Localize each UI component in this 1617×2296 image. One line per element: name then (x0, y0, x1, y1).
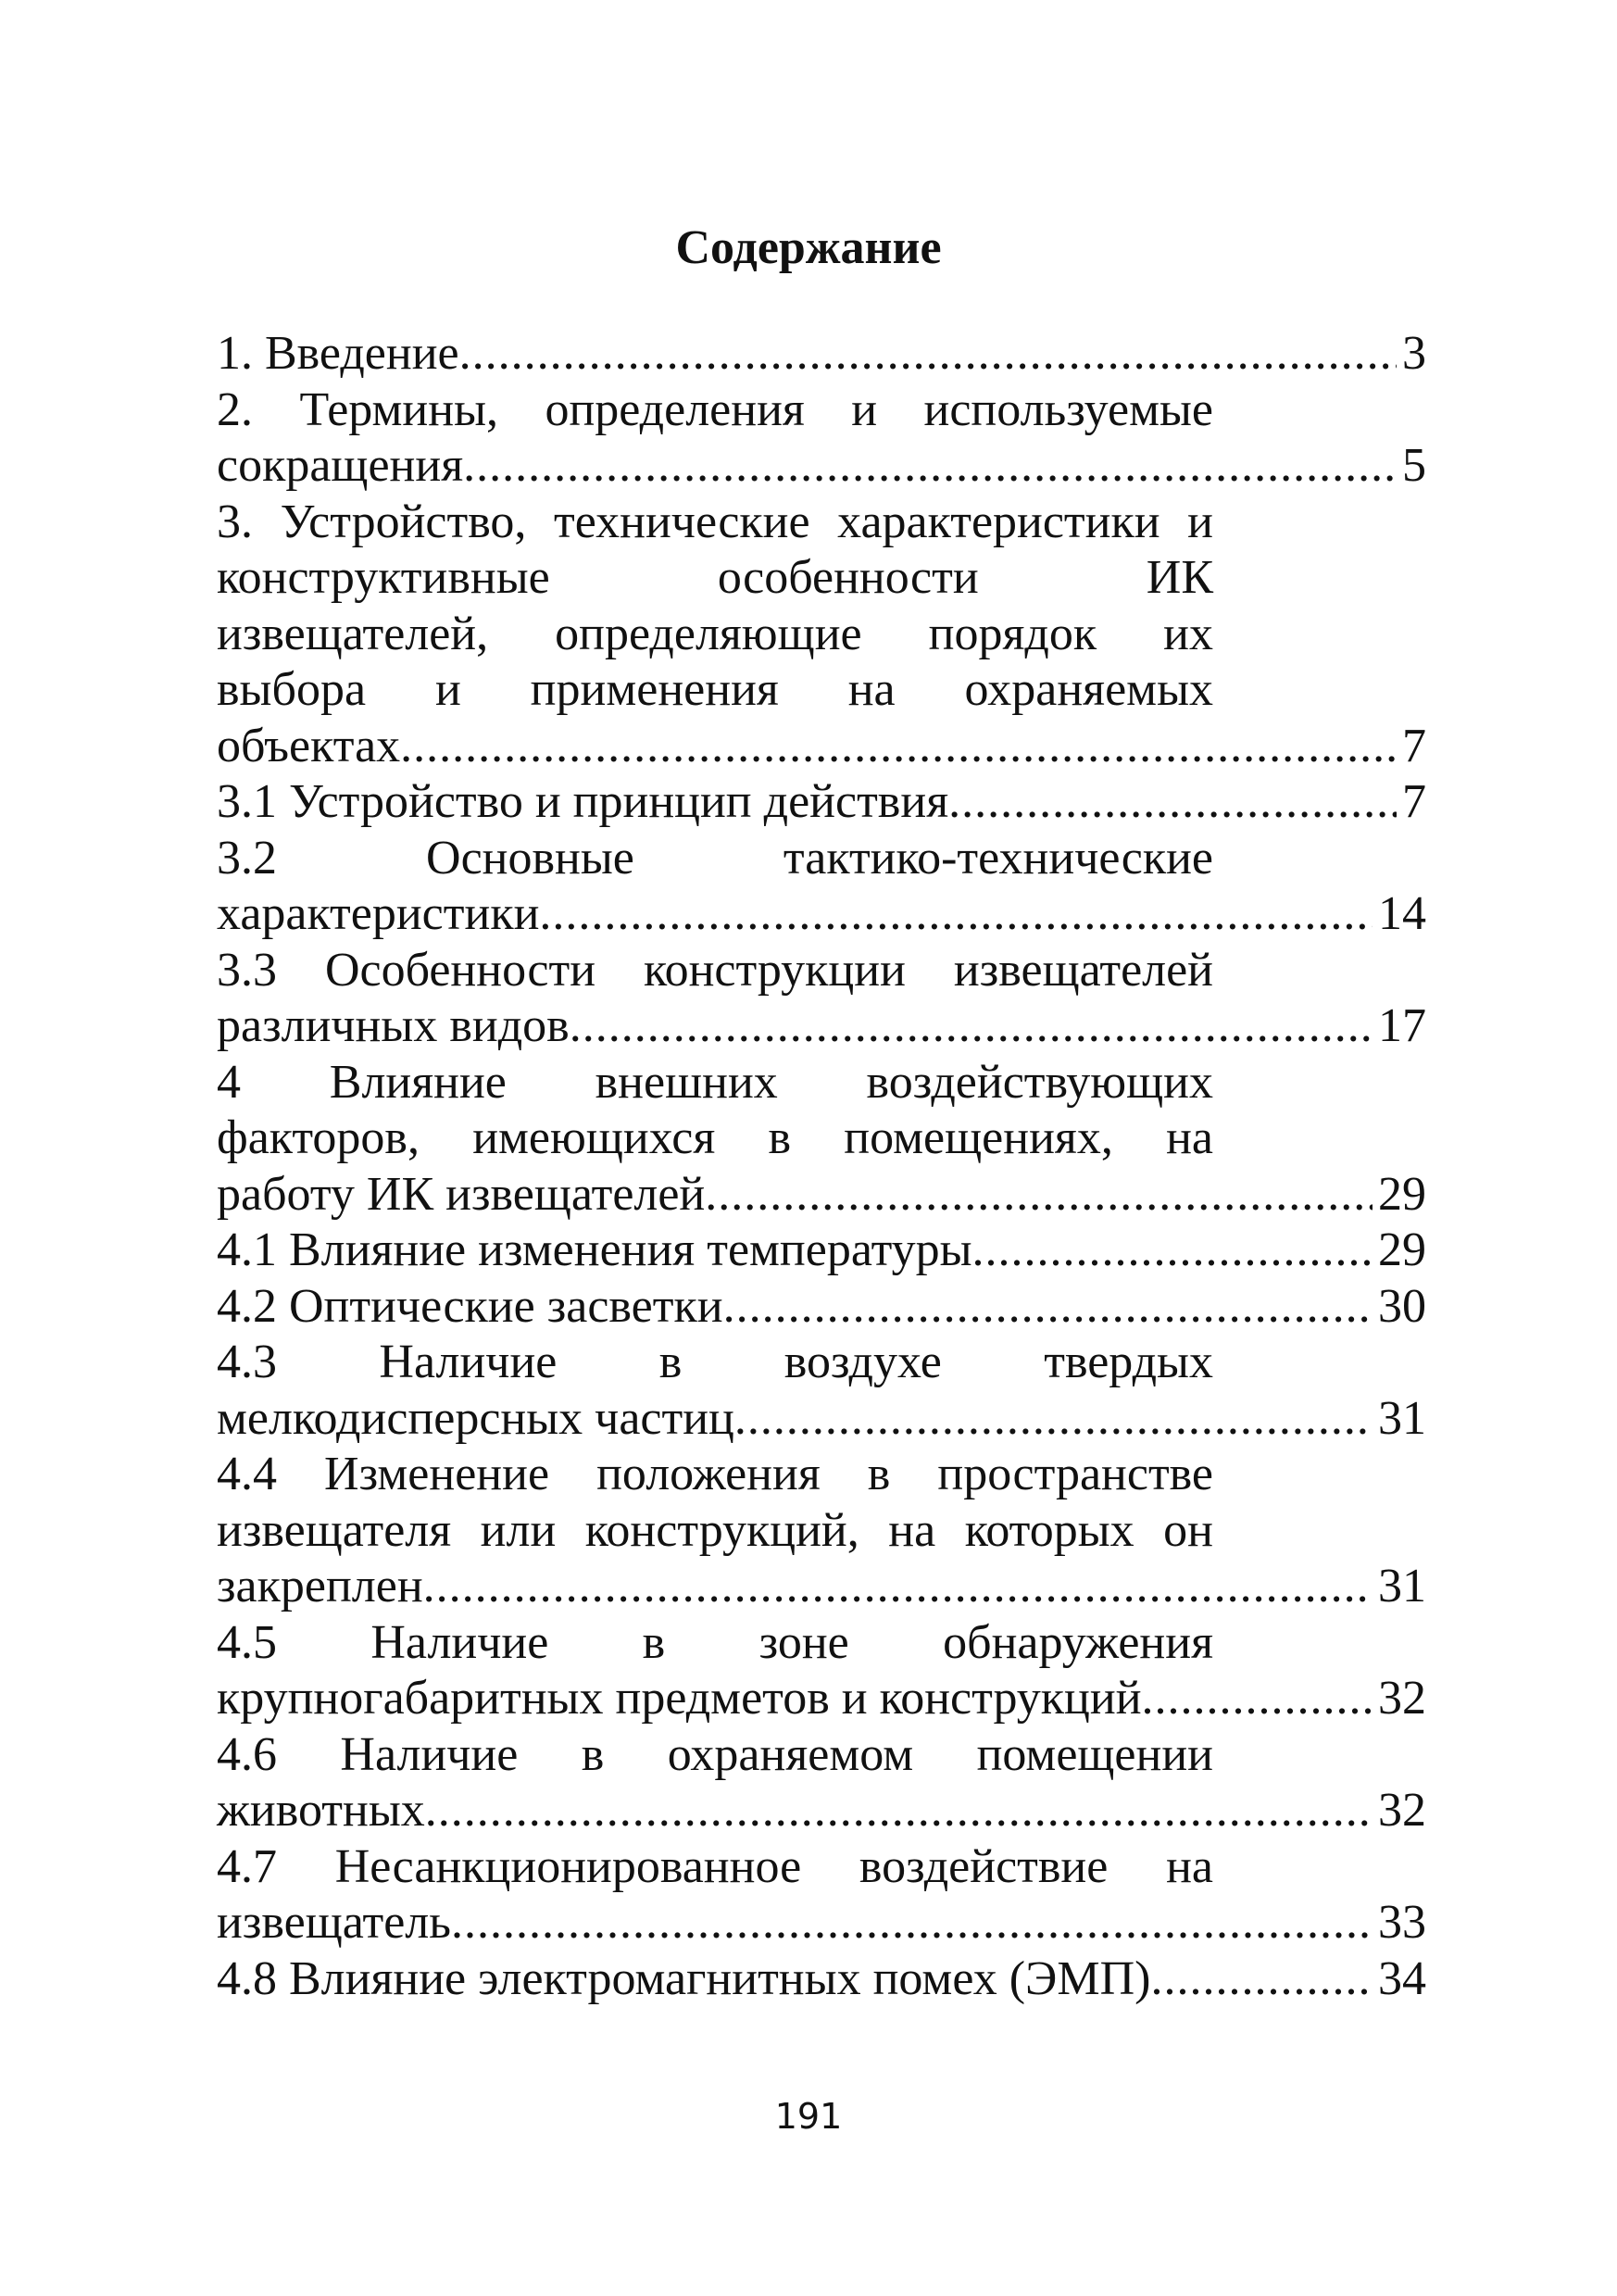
dot-leader (425, 1783, 1373, 1839)
dot-leader (463, 438, 1397, 495)
toc-entry-line: 4.5 Наличие в зоне обнаружения (217, 1615, 1213, 1669)
dot-leader (459, 326, 1397, 383)
toc-entry-line: извещателя или конструкций, на которых он (217, 1503, 1213, 1557)
toc-entry-title: животных (217, 1784, 425, 1837)
toc-entry-title: 4.8 Влияние электромагнитных помех (ЭМП) (217, 1951, 1151, 2005)
dot-leader (972, 1223, 1373, 1279)
toc-entry-page: 31 (1378, 1560, 1426, 1612)
dot-leader (723, 1279, 1373, 1336)
toc-entry-page: 33 (1378, 1896, 1426, 1949)
toc-entry-title: извещатель (217, 1896, 451, 1949)
toc-entry (217, 1615, 1426, 1727)
toc-entry-title: 1. Введение (217, 327, 459, 380)
toc-entry-page: 7 (1402, 775, 1426, 828)
toc-entry-page: 29 (1378, 1223, 1426, 1276)
toc-entry-title: характеристики (217, 887, 540, 940)
toc-entry-page: 30 (1378, 1279, 1426, 1333)
toc-entry-line: 3. Устройство, технические характеристики и (217, 495, 1213, 548)
toc-entry-title: мелкодисперсных частиц (217, 1391, 734, 1445)
toc-entry-title: различных видов (217, 999, 570, 1052)
toc-entry-line: 3.2 Основные тактико-технические (217, 831, 1213, 885)
toc-entry (217, 1279, 1426, 1336)
dot-leader (734, 1391, 1373, 1448)
toc-entry (217, 1335, 1426, 1447)
toc-entry-page: 5 (1402, 439, 1426, 492)
toc-entry (217, 383, 1426, 495)
toc-entry-line: 3.3 Особенности конструкции извещателей (217, 943, 1213, 997)
toc-entry-page: 34 (1378, 1951, 1426, 2005)
toc-entry-line: 4 Влияние внешних воздействующих (217, 1055, 1213, 1109)
toc-entry-page: 32 (1378, 1672, 1426, 1725)
toc-entry-line: факторов, имеющихся в помещениях, на (217, 1111, 1213, 1164)
toc-entry (217, 1839, 1426, 1951)
toc-entry (217, 774, 1426, 831)
page-title: Содержание (675, 221, 942, 274)
toc-entry-page: 17 (1378, 999, 1426, 1052)
toc-entry-line: выбора и применения на охраняемых (217, 663, 1213, 716)
toc-entry-title: 4.2 Оптические засветки (217, 1279, 723, 1333)
dot-leader (1150, 1951, 1373, 2008)
toc-entry-title: 3.1 Устройство и принцип действия (217, 775, 949, 828)
toc-entry (217, 326, 1426, 383)
dot-leader (948, 774, 1397, 831)
dot-leader (400, 719, 1397, 775)
dot-leader (539, 886, 1373, 943)
toc-entry (217, 1727, 1426, 1839)
toc-entry-line: извещателей, определяющие порядок их (217, 607, 1213, 660)
toc-entry-title: сокращения (217, 439, 464, 492)
toc-entry-page: 7 (1402, 719, 1426, 772)
toc-entry-page: 32 (1378, 1784, 1426, 1837)
dot-leader (705, 1167, 1373, 1223)
toc-entry-line: конструктивные особенности ИК (217, 551, 1213, 604)
toc-entry-title: работу ИК извещателей (217, 1167, 706, 1221)
toc-entry (217, 1951, 1426, 2008)
toc-entry-page: 3 (1402, 327, 1426, 380)
toc-entry-page: 29 (1378, 1167, 1426, 1221)
table-of-contents (217, 326, 1426, 2007)
page-number: 191 (774, 2096, 843, 2137)
toc-entry-page: 14 (1378, 887, 1426, 940)
toc-entry (217, 1223, 1426, 1279)
toc-entry (217, 943, 1426, 1055)
toc-entry (217, 1447, 1426, 1615)
toc-entry (217, 831, 1426, 943)
toc-entry-title: объектах (217, 719, 401, 772)
toc-entry-line: 4.6 Наличие в охраняемом помещении (217, 1727, 1213, 1781)
toc-entry-page: 31 (1378, 1391, 1426, 1445)
toc-entry-line: 4.4 Изменение положения в пространстве (217, 1448, 1213, 1500)
toc-entry-title: закреплен (217, 1560, 423, 1612)
dot-leader (451, 1895, 1373, 1951)
toc-entry (217, 495, 1426, 775)
toc-entry-title: 4.1 Влияние изменения температуры (217, 1223, 972, 1276)
dot-leader (1142, 1671, 1373, 1727)
dot-leader (423, 1559, 1373, 1615)
toc-entry-line: 2. Термины, определения и используемые (217, 383, 1213, 436)
toc-entry-line: 4.3 Наличие в воздухе твердых (217, 1336, 1213, 1388)
dot-leader (570, 998, 1373, 1055)
toc-entry (217, 1055, 1426, 1223)
toc-entry-title: крупногабаритных предметов и конструкций (217, 1672, 1142, 1725)
toc-entry-line: 4.7 Несанкционированное воздействие на (217, 1839, 1213, 1893)
